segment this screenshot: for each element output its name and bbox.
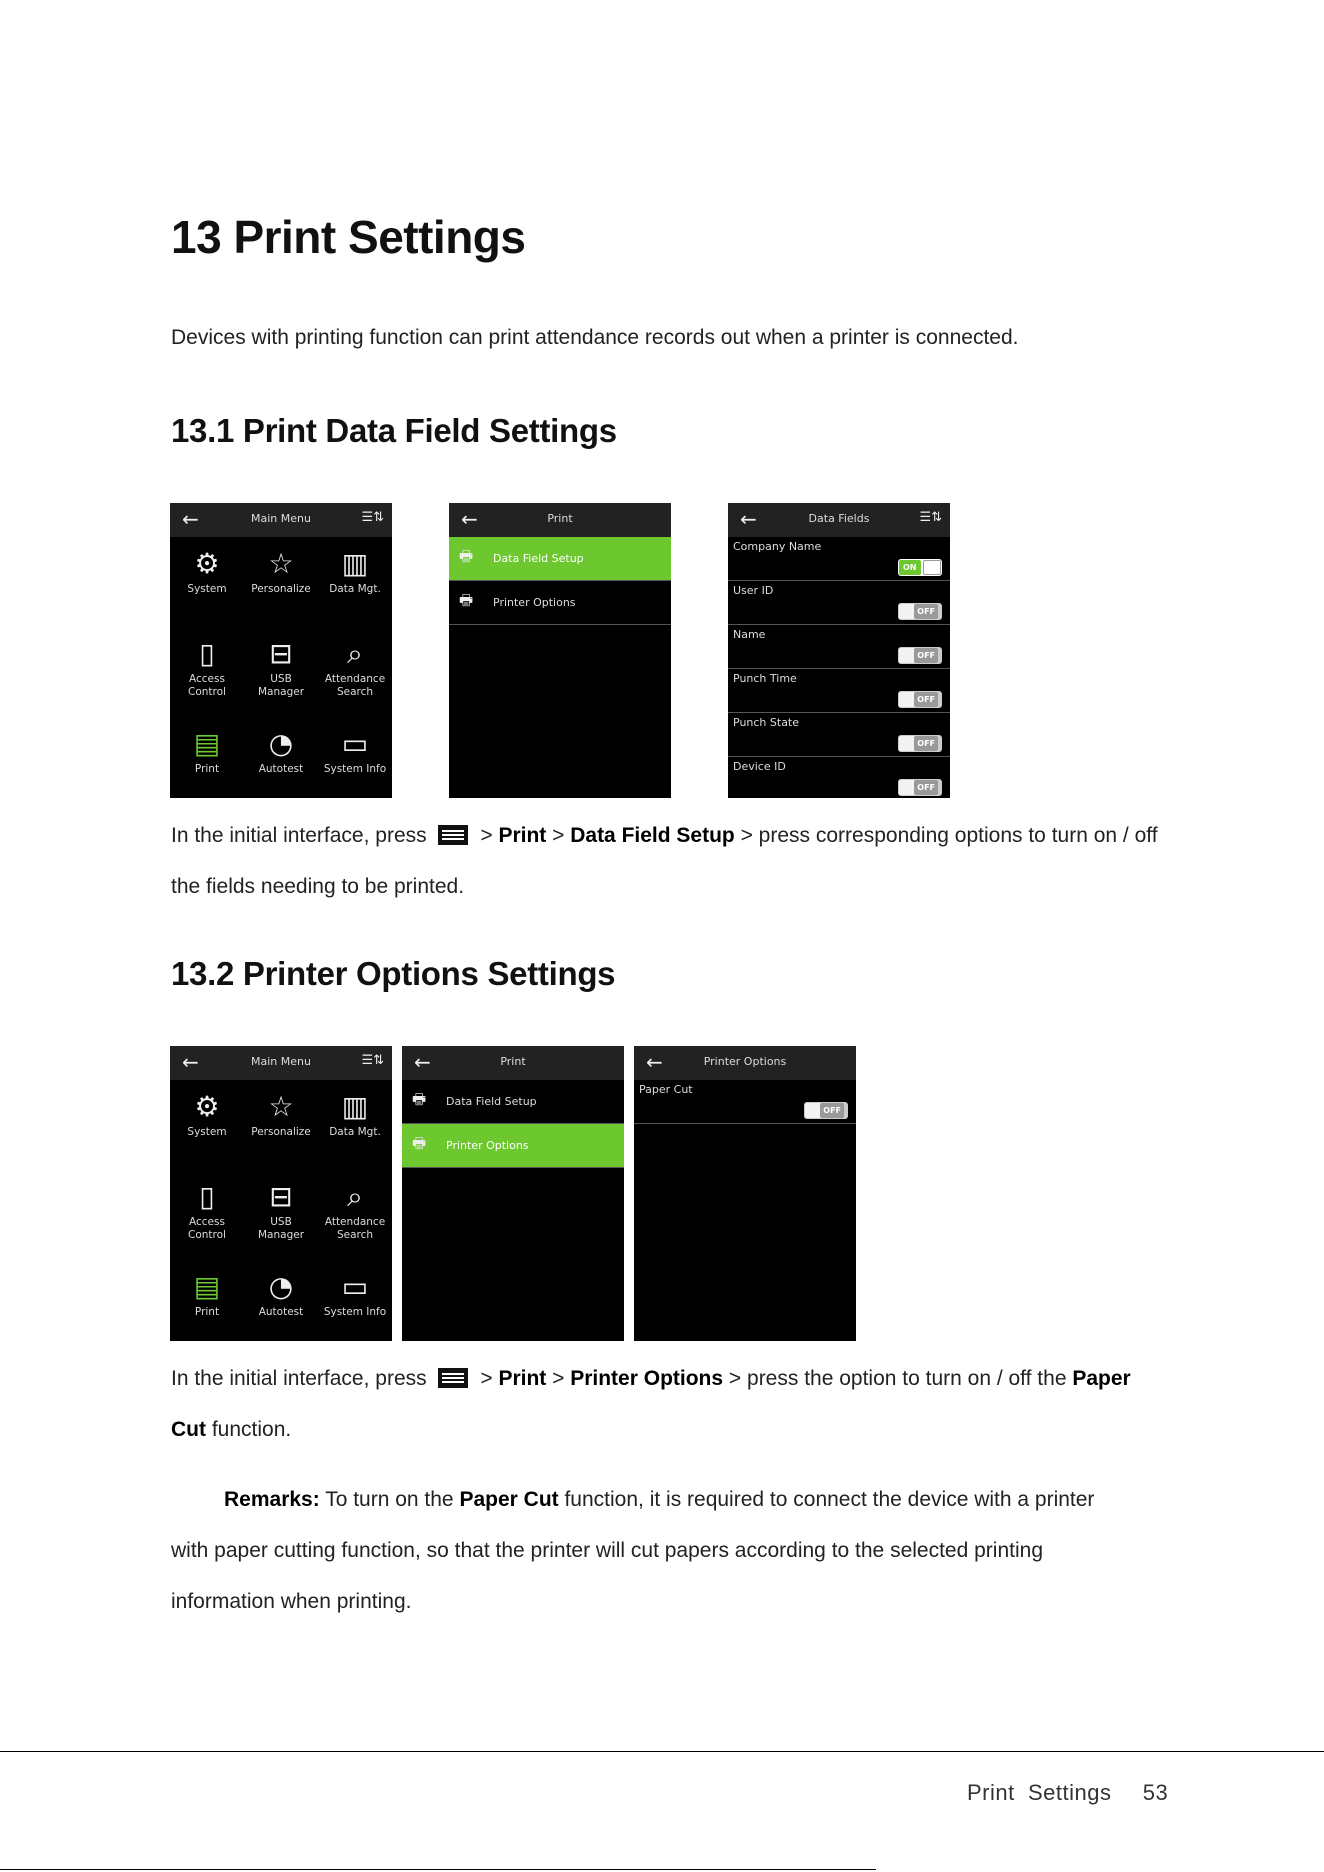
- menu-label: System Info: [323, 763, 387, 775]
- remarks-bold: Paper Cut: [459, 1488, 559, 1511]
- footer-divider: [0, 1751, 1324, 1752]
- toggle-state: OFF: [914, 604, 938, 619]
- data-fields-screen: [728, 503, 950, 798]
- remarks-text: function, it is required to connect the device with a printer with paper cutting function, so that the printer will cut papers according to the selected printing information when printing.: [171, 1488, 1095, 1613]
- menu-item-print[interactable]: [170, 1260, 244, 1341]
- menu-label: Data Mgt.: [329, 583, 381, 595]
- print-item-printer-options[interactable]: [449, 581, 671, 625]
- door-icon: ▯: [199, 637, 215, 670]
- back-arrow-icon[interactable]: ←: [182, 507, 199, 531]
- gauge-icon: ◔: [268, 1270, 294, 1303]
- screen-title: Print: [547, 512, 573, 525]
- toggle-state: OFF: [914, 736, 938, 751]
- section1-instructions: [171, 810, 1161, 912]
- menu-item-access-control[interactable]: [170, 1170, 244, 1260]
- menu-key-icon: [438, 1368, 468, 1388]
- instruction-text: In the initial interface, press: [171, 1367, 427, 1390]
- printer-options-screen: [634, 1046, 856, 1341]
- screen-header: [170, 503, 392, 537]
- item-label: Printer Options: [493, 596, 576, 609]
- instruction-text: > press corresponding options to turn on / off the fields needing to be printed.: [171, 824, 1158, 898]
- menu-label: Print: [194, 1306, 220, 1318]
- gauge-icon: ◔: [268, 727, 294, 760]
- toggle-switch[interactable]: [898, 691, 942, 708]
- printer-icon: 🖶: [459, 547, 474, 565]
- toggle-knob: [923, 560, 941, 575]
- menu-grid: [170, 537, 392, 798]
- print-screen-1: [449, 503, 671, 798]
- back-arrow-icon[interactable]: ←: [461, 507, 478, 531]
- monitor-icon: ▭: [341, 1270, 369, 1303]
- instruction-text: >: [546, 824, 571, 847]
- field-label: Punch State: [733, 716, 800, 729]
- toggle-state: OFF: [914, 692, 938, 707]
- instruction-text: > press the option to turn on / off the: [723, 1367, 1073, 1390]
- toggle-state: ON: [899, 560, 921, 575]
- printer-icon: ▤: [193, 727, 221, 760]
- menu-label: System Info: [323, 1306, 387, 1318]
- toggle-switch[interactable]: [898, 603, 942, 620]
- toggle-switch[interactable]: [898, 647, 942, 664]
- sort-icon[interactable]: ☰⇅: [919, 510, 942, 525]
- toggle-switch[interactable]: [898, 559, 942, 576]
- instruction-text: >: [480, 824, 499, 847]
- section2-instructions: [171, 1353, 1161, 1455]
- menu-label: Data Mgt.: [329, 1126, 381, 1138]
- menu-label: Attendance Search: [324, 1216, 386, 1241]
- menu-label: Access Control: [188, 673, 226, 698]
- menu-label: System: [187, 583, 227, 595]
- menu-item-usb-manager[interactable]: [244, 1170, 318, 1260]
- menu-item-autotest[interactable]: [244, 1260, 318, 1341]
- field-label: Paper Cut: [639, 1083, 693, 1096]
- sort-icon[interactable]: ☰⇅: [361, 510, 384, 525]
- page-number: 53: [1142, 1780, 1169, 1805]
- field-label: Company Name: [733, 540, 822, 553]
- instruction-text: In the initial interface, press: [171, 824, 427, 847]
- menu-grid: [170, 1080, 392, 1341]
- toggle-switch[interactable]: [898, 735, 942, 752]
- star-icon: ☆: [268, 547, 294, 580]
- remarks-text: To turn on the: [319, 1488, 460, 1511]
- menu-item-data-mgt[interactable]: [318, 537, 392, 627]
- chart-icon: ▥: [341, 1090, 369, 1123]
- menu-key-icon: [438, 825, 468, 845]
- menu-item-system[interactable]: [170, 1080, 244, 1170]
- search-icon: ⌕: [347, 637, 363, 670]
- menu-label: Access Control: [188, 1216, 226, 1241]
- usb-icon: ⊟: [269, 1180, 293, 1213]
- menu-item-personalize[interactable]: [244, 1080, 318, 1170]
- field-label: Device ID: [733, 760, 786, 773]
- field-label: Punch Time: [733, 672, 797, 685]
- toggle-switch[interactable]: [804, 1102, 848, 1119]
- menu-label: Autotest: [258, 1306, 304, 1318]
- screen-title: Print: [500, 1055, 526, 1068]
- screen-header: [402, 1046, 624, 1080]
- menu-item-print[interactable]: [170, 717, 244, 798]
- print-item-data-field-setup[interactable]: [402, 1080, 624, 1124]
- menu-item-access-control[interactable]: [170, 627, 244, 717]
- instruction-text: >: [480, 1367, 499, 1390]
- chart-icon: ▥: [341, 547, 369, 580]
- menu-label: USB Manager: [257, 673, 305, 698]
- gear-icon: ⚙: [194, 1090, 220, 1123]
- sort-icon[interactable]: ☰⇅: [361, 1053, 384, 1068]
- instruction-text: >: [546, 1367, 571, 1390]
- field-row-user-id[interactable]: [728, 581, 950, 625]
- back-arrow-icon[interactable]: ←: [414, 1050, 431, 1074]
- toggle-state: OFF: [820, 1103, 844, 1118]
- screen-title: Main Menu: [251, 512, 311, 525]
- screen-title: Data Fields: [808, 512, 870, 525]
- menu-item-attendance-search[interactable]: [318, 627, 392, 717]
- item-label: Data Field Setup: [493, 552, 584, 565]
- menu-item-data-mgt[interactable]: [318, 1080, 392, 1170]
- print-item-printer-options[interactable]: [402, 1124, 624, 1168]
- print-screen-2: [402, 1046, 624, 1341]
- field-row-paper-cut[interactable]: [634, 1080, 856, 1124]
- instruction-bold: Paper Cut: [171, 1367, 1131, 1441]
- footer: [967, 1780, 1168, 1806]
- menu-item-system[interactable]: [170, 537, 244, 627]
- footer-section: Print Settings: [967, 1780, 1112, 1805]
- printer-icon: 🖶: [459, 591, 474, 609]
- remarks-label: Remarks:: [224, 1488, 320, 1511]
- instruction-bold: Data Field Setup: [570, 824, 735, 847]
- field-label: User ID: [733, 584, 774, 597]
- screen-header: [170, 1046, 392, 1080]
- section2-heading: 13.2 Printer Options Settings: [171, 955, 616, 992]
- menu-label: Print: [194, 763, 220, 775]
- item-label: Data Field Setup: [446, 1095, 537, 1108]
- field-row-company-name[interactable]: [728, 537, 950, 581]
- door-icon: ▯: [199, 1180, 215, 1213]
- page-title: 13 Print Settings: [171, 211, 526, 263]
- instruction-bold: Print: [498, 824, 547, 847]
- main-menu-screen-1: [170, 503, 392, 798]
- star-icon: ☆: [268, 1090, 294, 1123]
- gear-icon: ⚙: [194, 547, 220, 580]
- screen-title: Printer Options: [703, 1055, 787, 1068]
- menu-label: USB Manager: [257, 1216, 305, 1241]
- usb-icon: ⊟: [269, 637, 293, 670]
- menu-label: Personalize: [251, 583, 311, 595]
- toggle-switch[interactable]: [898, 779, 942, 796]
- field-label: Name: [733, 628, 766, 641]
- printer-icon: 🖶: [412, 1090, 427, 1108]
- item-label: Printer Options: [446, 1139, 529, 1152]
- menu-item-system-info[interactable]: [318, 717, 392, 798]
- section1-heading: 13.1 Print Data Field Settings: [171, 412, 617, 449]
- instruction-bold: Print: [498, 1367, 547, 1390]
- back-arrow-icon[interactable]: ←: [740, 507, 757, 531]
- screen-header: [449, 503, 671, 537]
- menu-item-personalize[interactable]: [244, 537, 318, 627]
- menu-label: System: [187, 1126, 227, 1138]
- menu-item-attendance-search[interactable]: [318, 1170, 392, 1260]
- toggle-state: OFF: [914, 780, 938, 795]
- screen-header: [634, 1046, 856, 1080]
- search-icon: ⌕: [347, 1180, 363, 1213]
- remarks-paragraph: [171, 1474, 1131, 1627]
- menu-item-system-info[interactable]: [318, 1260, 392, 1341]
- field-row-device-id[interactable]: [728, 757, 950, 798]
- bottom-divider: [0, 1869, 876, 1870]
- screen-header: [728, 503, 950, 537]
- printer-icon: 🖶: [412, 1134, 427, 1152]
- menu-label: Personalize: [251, 1126, 311, 1138]
- print-item-data-field-setup[interactable]: [449, 537, 671, 581]
- printer-icon: ▤: [193, 1270, 221, 1303]
- back-arrow-icon[interactable]: ←: [182, 1050, 199, 1074]
- menu-label: Autotest: [258, 763, 304, 775]
- menu-label: Attendance Search: [324, 673, 386, 698]
- intro-text: Devices with printing function can print attendance records out when a printer is connected.: [171, 326, 1019, 349]
- toggle-state: OFF: [914, 648, 938, 663]
- monitor-icon: ▭: [341, 727, 369, 760]
- field-row-punch-state[interactable]: [728, 713, 950, 757]
- field-row-name[interactable]: [728, 625, 950, 669]
- main-menu-screen-2: [170, 1046, 392, 1341]
- field-row-punch-time[interactable]: [728, 669, 950, 713]
- screen-title: Main Menu: [251, 1055, 311, 1068]
- menu-item-usb-manager[interactable]: [244, 627, 318, 717]
- instruction-bold: Printer Options: [570, 1367, 724, 1390]
- instruction-text: function.: [206, 1418, 292, 1441]
- menu-item-autotest[interactable]: [244, 717, 318, 798]
- back-arrow-icon[interactable]: ←: [646, 1050, 663, 1074]
